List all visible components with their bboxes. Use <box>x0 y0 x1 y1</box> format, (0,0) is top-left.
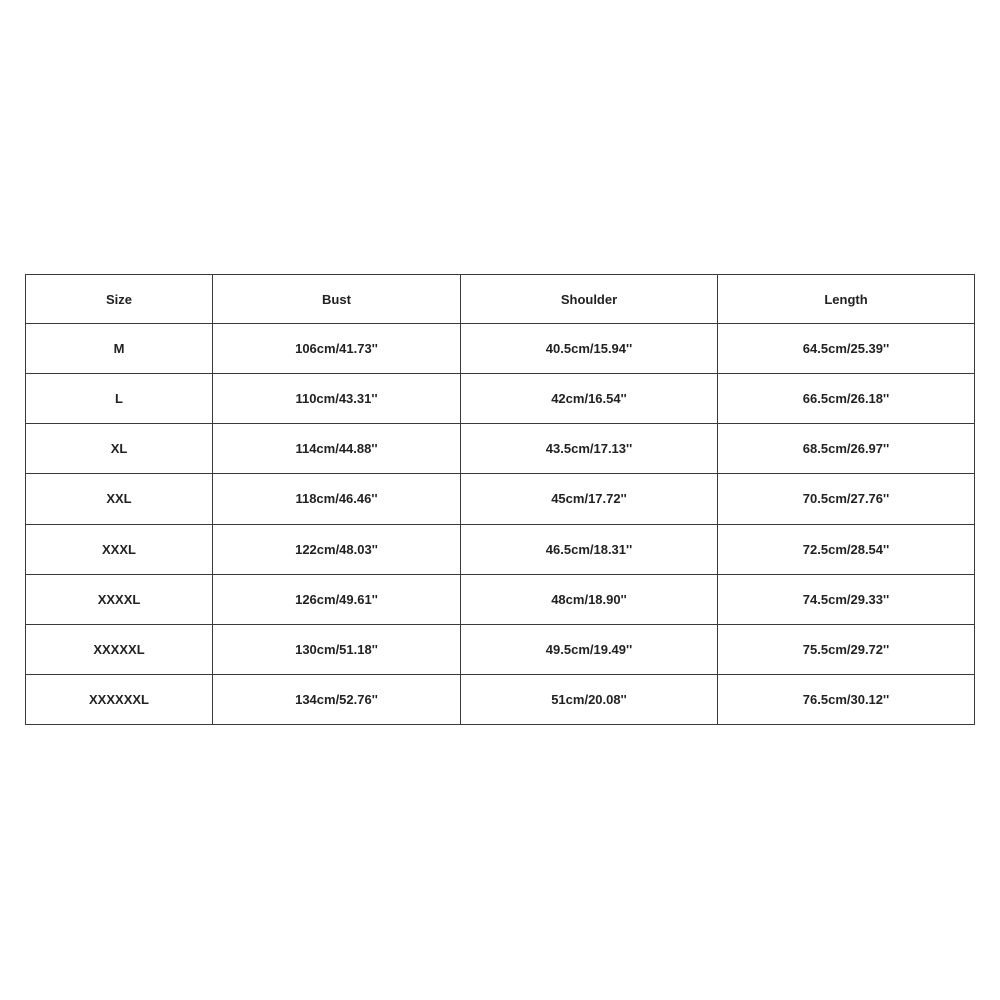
cell-size: XXL <box>26 474 213 524</box>
cell-size: L <box>26 374 213 424</box>
table-row <box>26 674 975 724</box>
cell-shoulder: 43.5cm/17.13'' <box>461 424 718 474</box>
cell-shoulder: 40.5cm/15.94'' <box>461 324 718 374</box>
header-shoulder: Shoulder <box>461 275 718 324</box>
table-row <box>26 424 975 474</box>
cell-size: XXXL <box>26 524 213 574</box>
cell-length: 64.5cm/25.39'' <box>718 324 975 374</box>
cell-size: XXXXXXL <box>26 674 213 724</box>
size-chart-table <box>25 274 975 725</box>
table-row <box>26 374 975 424</box>
cell-bust: 130cm/51.18'' <box>213 624 461 674</box>
cell-size: XL <box>26 424 213 474</box>
cell-length: 68.5cm/26.97'' <box>718 424 975 474</box>
cell-bust: 114cm/44.88'' <box>213 424 461 474</box>
cell-size: XXXXL <box>26 574 213 624</box>
table-header-row <box>26 275 975 324</box>
cell-bust: 106cm/41.73'' <box>213 324 461 374</box>
cell-length: 66.5cm/26.18'' <box>718 374 975 424</box>
cell-shoulder: 42cm/16.54'' <box>461 374 718 424</box>
cell-bust: 126cm/49.61'' <box>213 574 461 624</box>
cell-bust: 110cm/43.31'' <box>213 374 461 424</box>
table-row <box>26 624 975 674</box>
table-row <box>26 524 975 574</box>
cell-length: 70.5cm/27.76'' <box>718 474 975 524</box>
cell-size: M <box>26 324 213 374</box>
cell-shoulder: 48cm/18.90'' <box>461 574 718 624</box>
cell-length: 75.5cm/29.72'' <box>718 624 975 674</box>
cell-length: 74.5cm/29.33'' <box>718 574 975 624</box>
cell-shoulder: 45cm/17.72'' <box>461 474 718 524</box>
header-length: Length <box>718 275 975 324</box>
cell-bust: 134cm/52.76'' <box>213 674 461 724</box>
cell-shoulder: 46.5cm/18.31'' <box>461 524 718 574</box>
cell-bust: 122cm/48.03'' <box>213 524 461 574</box>
cell-shoulder: 51cm/20.08'' <box>461 674 718 724</box>
header-size: Size <box>26 275 213 324</box>
header-bust: Bust <box>213 275 461 324</box>
table-row <box>26 574 975 624</box>
table-row <box>26 324 975 374</box>
cell-length: 76.5cm/30.12'' <box>718 674 975 724</box>
cell-shoulder: 49.5cm/19.49'' <box>461 624 718 674</box>
cell-length: 72.5cm/28.54'' <box>718 524 975 574</box>
cell-bust: 118cm/46.46'' <box>213 474 461 524</box>
cell-size: XXXXXL <box>26 624 213 674</box>
table-row <box>26 474 975 524</box>
